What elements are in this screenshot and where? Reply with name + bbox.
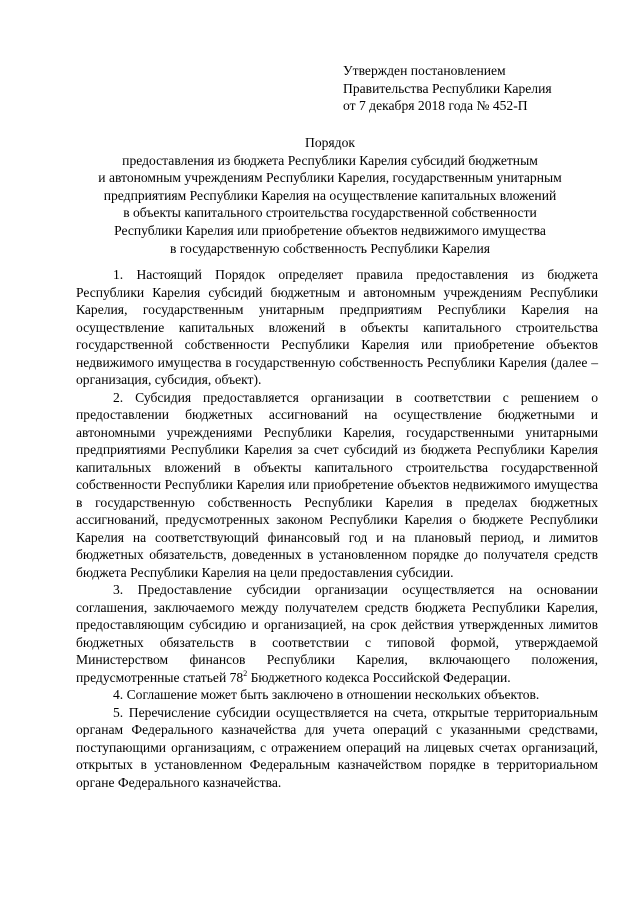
title-line: Республики Карелия или приобретение объектов недвижимого имущества: [114, 222, 546, 238]
approval-line-2: Правительства Республики Карелия: [343, 80, 552, 96]
approval-stamp: [343, 62, 552, 115]
article-superscript: 2: [243, 668, 248, 678]
title-line: предприятиям Республики Карелия на осуществление капитальных вложений: [103, 187, 557, 203]
title-line: в объекты капитального строительства государственной собственности: [123, 205, 537, 221]
approval-line-3: от 7 декабря 2018 года № 452-П: [343, 98, 528, 113]
paragraph-4: 4. Соглашение может быть заключено в отношении нескольких объектов.: [113, 687, 540, 702]
paragraph-3-text: 3. Предоставление субсидии организации осуществляется на основании соглашения, заключаемого между получателем средств бюджета Республики Карелия, предоставляющим субсидию и организацией, на срок действия утвержденных лимитов бюджетных обязательств в соответствии с типовой формой, утверждаемой Министерством финансов Республики Карелия, включающего положения, предусмотренные статьей 78: [76, 582, 598, 685]
paragraph-1: 1. Настоящий Порядок определяет правила предоставления из бюджета Республики Карелия субсидий бюджетным и автономным учреждениям Республики Карелия, государственным унитарным предприятиям Республики Карелия на осуществление капитальных вложений в объекты капитального строительства государственной собственности Республики Карелия или приобретение объектов недвижимого имущества в государственную собственность Республики Карелия (далее – организация, субсидия, объект).: [76, 267, 598, 387]
title-heading: Порядок: [305, 135, 355, 150]
document-title: [60, 134, 600, 257]
document-body: [76, 266, 598, 791]
approval-line-1: Утвержден постановлением: [343, 63, 506, 78]
title-line: предоставления из бюджета Республики Карелия субсидий бюджетным: [122, 152, 538, 168]
paragraph-3: [76, 581, 598, 686]
title-line: в государственную собственность Республики Карелия: [170, 240, 490, 256]
paragraph-5: 5. Перечисление субсидии осуществляется на счета, открытые территориальным органам Федерального казначейства для учета операций с указанными средствами, поступающими организациям, с отражением операций на лицевых счетах организаций, открытых в установленном Федеральным казначейством порядке в территориальном органе Федерального казначейства.: [76, 704, 598, 790]
paragraph-2: 2. Субсидия предоставляется организации в соответствии с решением о предоставлении бюджетных ассигнований на осуществление бюджетными и автономными учреждениями Республики Карелия, государственными унитарными предприятиями Республики Карелия за счет субсидий из бюджета Республики Карелия капитальных вложений в объекты капитального строительства государственной собственности Республики Карелия или приобретение объектов недвижимого имущества в государственную собственность Республики Карелия в пределах бюджетных ассигнований, предусмотренных законом Республики Карелия о бюджете Республики Карелия на соответствующий финансовый год и на плановый период, и лимитов бюджетных обязательств, доведенных в установленном порядке до получателя средств бюджета Республики Карелия на цели предоставления субсидии.: [76, 389, 598, 580]
paragraph-3-text-end: Бюджетного кодекса Российской Федерации.: [247, 669, 511, 685]
title-line: и автономным учреждениям Республики Карелия, государственным унитарным: [98, 170, 562, 186]
